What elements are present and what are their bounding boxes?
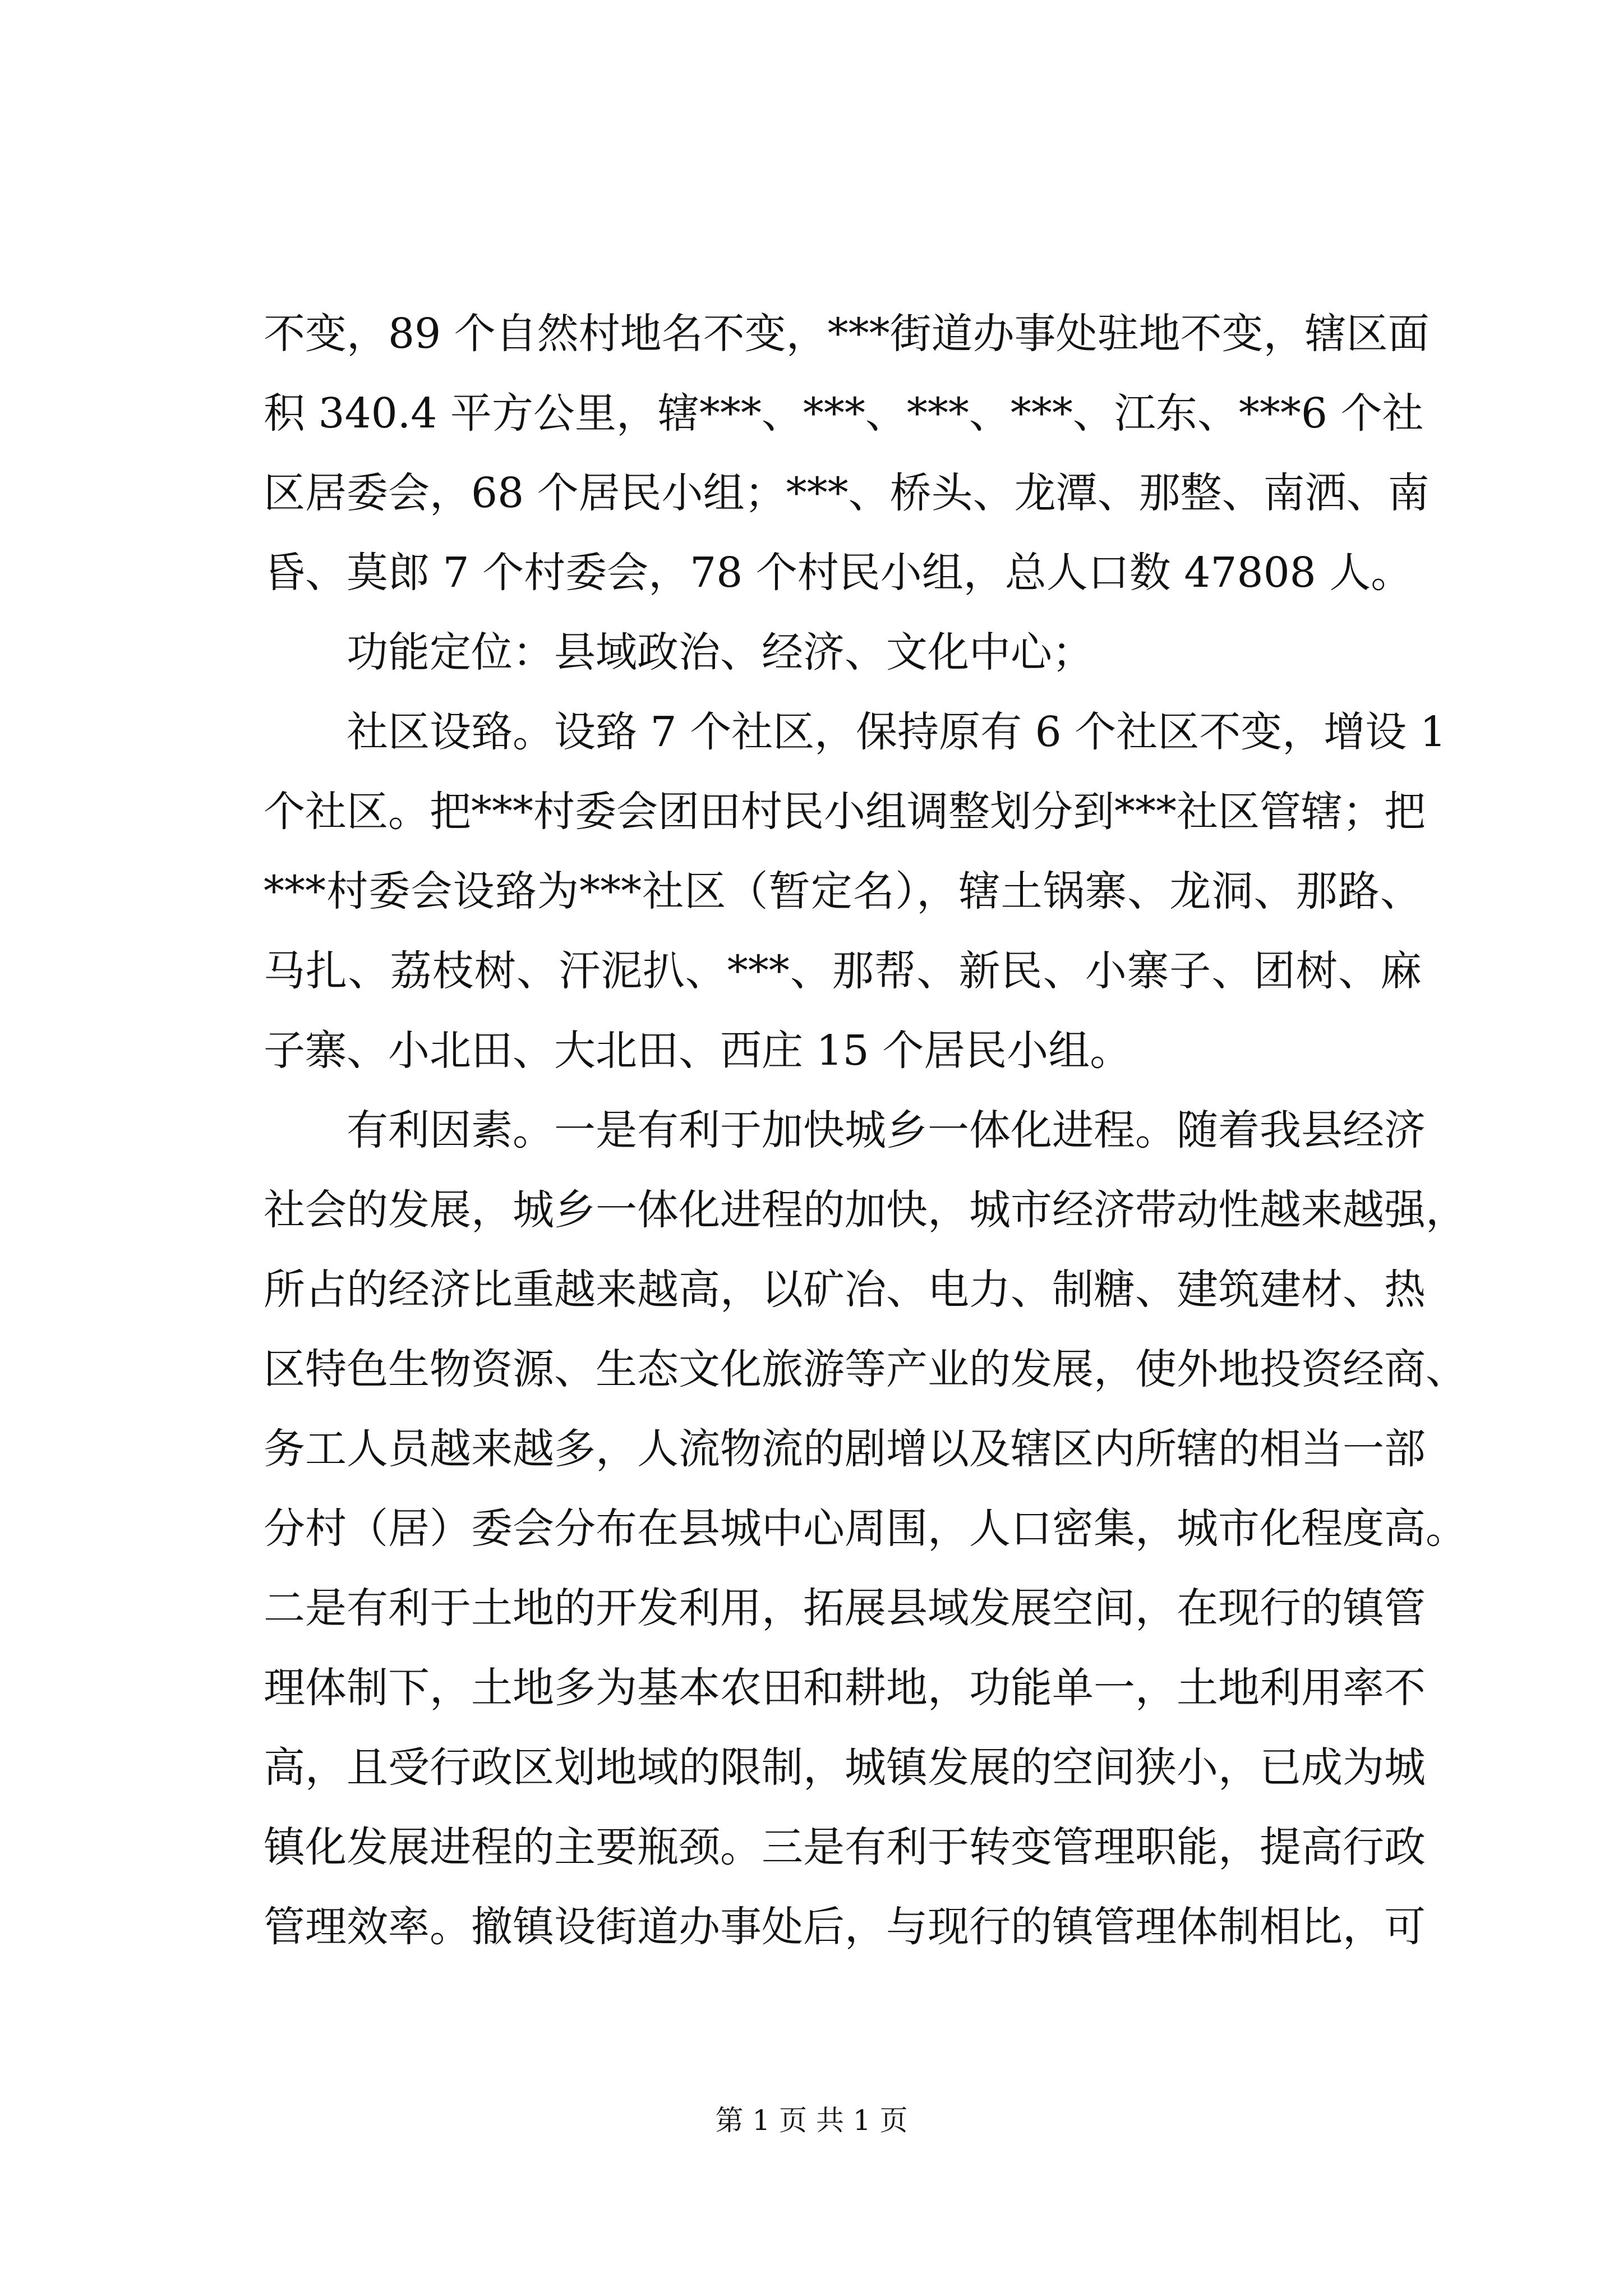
text-line: 子寨、小北田、大北田、西庄 15 个居民小组。 bbox=[264, 1027, 1132, 1075]
text-line: 马扎、荔枝树、汗泥扒、***、那帮、新民、小寨子、团树、麻 bbox=[264, 947, 1422, 995]
text-line: 镇化发展进程的主要瓶颈。三是有利于转变管理职能，提高行政 bbox=[264, 1823, 1426, 1871]
text-line: 所占的经济比重越来越高，以矿冶、电力、制糖、建筑建材、热 bbox=[264, 1266, 1426, 1314]
text-line: 社会的发展，城乡一体化进程的加快，城市经济带动性越来越强， bbox=[264, 1186, 1467, 1234]
text-line: 功能定位：县域政治、经济、文化中心； bbox=[347, 628, 1094, 677]
text-line: 积 340.4 平方公里，辖***、***、***、***、江东、***6 个社 bbox=[264, 389, 1424, 438]
text-line: 务工人员越来越多，人流物流的剧增以及辖区内所辖的相当一部 bbox=[264, 1425, 1426, 1473]
text-line: 分村（居）委会分布在县城中心周围，人口密集，城市化程度高。 bbox=[264, 1504, 1467, 1553]
text-line: 理体制下，土地多为基本农田和耕地，功能单一，土地利用率不 bbox=[264, 1664, 1426, 1712]
text-line: 不变，89 个自然村地名不变，***街道办事处驻地不变，辖区面 bbox=[264, 310, 1430, 358]
text-line: 昏、莫郎 7 个村委会，78 个村民小组，总人口数 47808 人。 bbox=[264, 549, 1413, 597]
text-line: ***村委会设臵为***社区（暂定名），辖土锅寨、龙洞、那路、 bbox=[264, 867, 1422, 915]
text-line: 管理效率。撤镇设街道办事处后，与现行的镇管理体制相比，可 bbox=[264, 1903, 1426, 1951]
text-line: 社区设臵。设臵 7 个社区，保持原有 6 个社区不变，增设 1 bbox=[347, 708, 1446, 756]
text-line: 二是有利于土地的开发利用，拓展县域发展空间，在现行的镇管 bbox=[264, 1584, 1426, 1632]
page-number-footer: 第 1 页 共 1 页 bbox=[715, 2104, 908, 2137]
text-line: 区特色生物资源、生态文化旅游等产业的发展，使外地投资经商、 bbox=[264, 1345, 1467, 1393]
text-line: 有利因素。一是有利于加快城乡一体化进程。随着我县经济 bbox=[347, 1106, 1426, 1154]
text-line: 高，且受行政区划地域的限制，城镇发展的空间狭小，已成为城 bbox=[264, 1743, 1426, 1792]
text-line: 个社区。把***村委会团田村民小组调整划分到***社区管辖；把 bbox=[264, 788, 1426, 836]
text-line: 区居委会，68 个居民小组；***、桥头、龙潭、那整、南洒、南 bbox=[264, 469, 1430, 517]
